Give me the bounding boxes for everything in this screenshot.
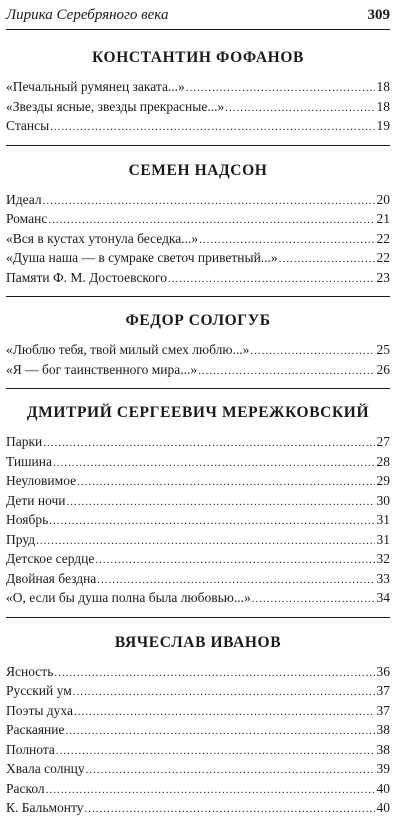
entry-title: Ноябрь bbox=[6, 512, 49, 527]
section-divider bbox=[6, 617, 390, 618]
toc-entry bbox=[6, 720, 390, 740]
toc-section-fofanov bbox=[6, 48, 390, 136]
entry-title: Двойная бездна bbox=[6, 570, 97, 586]
entry-page-number: 22 bbox=[376, 230, 390, 246]
toc-section-ivanov bbox=[6, 617, 390, 818]
dot-leader bbox=[86, 761, 375, 781]
toc-entry bbox=[6, 549, 390, 569]
entry-title: Полнота bbox=[6, 741, 55, 757]
entry-title: Неуловимое bbox=[6, 473, 77, 488]
section-divider bbox=[6, 145, 390, 146]
dot-leader bbox=[168, 270, 375, 290]
dot-leader bbox=[50, 118, 375, 138]
dot-leader bbox=[250, 342, 375, 362]
entry-title: «О, если бы душа полна была любовью...» bbox=[6, 590, 251, 605]
entry-title: Поэты духа bbox=[6, 702, 73, 718]
author-heading: ДМИТРИЙ СЕРГЕЕВИЧ МЕРЕЖКОВСКИЙ bbox=[26, 404, 370, 421]
dot-leader bbox=[85, 800, 376, 820]
entry-title: Дети ночи bbox=[6, 492, 66, 508]
entry-page-number: 39 bbox=[376, 761, 390, 776]
entry-page-number: 34 bbox=[376, 590, 390, 605]
dot-leader bbox=[95, 551, 375, 571]
dot-leader bbox=[198, 362, 375, 382]
toc-entry bbox=[6, 340, 390, 360]
toc-entry bbox=[6, 569, 390, 589]
dot-leader bbox=[49, 512, 375, 532]
toc-entry-list bbox=[6, 340, 390, 379]
toc-entry bbox=[6, 701, 390, 721]
entry-title: Идеал bbox=[6, 191, 42, 207]
toc-entry bbox=[6, 798, 390, 818]
entry-page-number: 40 bbox=[376, 800, 390, 815]
entry-page-number: 21 bbox=[376, 211, 390, 226]
entry-page-number: 38 bbox=[376, 741, 390, 757]
dot-leader bbox=[53, 454, 375, 474]
dot-leader bbox=[43, 434, 375, 454]
toc-entry bbox=[6, 471, 390, 491]
entry-page-number: 20 bbox=[376, 191, 390, 207]
entry-title: Тишина bbox=[6, 453, 52, 469]
entry-page-number: 26 bbox=[376, 361, 390, 377]
toc-entry-list bbox=[6, 432, 390, 608]
toc-entry-list bbox=[6, 190, 390, 288]
entry-title: Памяти Ф. М. Достоевского bbox=[6, 269, 167, 285]
author-heading: ФЕДОР СОЛОГУБ bbox=[125, 312, 271, 329]
entry-page-number: 38 bbox=[376, 722, 390, 737]
author-heading: СЕМЕН НАДСОН bbox=[128, 161, 268, 179]
entry-page-number: 31 bbox=[376, 531, 390, 547]
entry-title: «Душа наша — в сумраке светоч приветный...» bbox=[6, 250, 278, 265]
entry-page-number: 22 bbox=[376, 250, 390, 265]
entry-title: К. Бальмонту bbox=[6, 800, 84, 815]
toc-entry bbox=[6, 248, 390, 268]
entry-title: Парки bbox=[6, 434, 43, 449]
dot-leader bbox=[252, 590, 375, 610]
toc-entry bbox=[6, 190, 390, 210]
author-heading: КОНСТАНТИН ФОФАНОВ bbox=[92, 49, 304, 66]
entry-page-number: 33 bbox=[376, 570, 390, 586]
toc-entry bbox=[6, 662, 390, 682]
toc-entry bbox=[6, 740, 390, 760]
toc-entry bbox=[6, 360, 390, 380]
toc-entry-list bbox=[6, 662, 390, 818]
entry-page-number: 30 bbox=[376, 492, 390, 508]
running-title: Лирика Серебряного века bbox=[6, 7, 169, 23]
toc-entry bbox=[6, 779, 390, 799]
toc-section-sologub bbox=[6, 296, 390, 379]
entry-page-number: 25 bbox=[376, 342, 390, 357]
toc-section-nadson bbox=[6, 145, 390, 288]
entry-title: Романс bbox=[6, 211, 48, 226]
dot-leader bbox=[46, 781, 375, 801]
entry-page-number: 18 bbox=[376, 79, 390, 94]
entry-page-number: 18 bbox=[376, 98, 390, 114]
toc-entry bbox=[6, 116, 390, 136]
section-divider bbox=[6, 296, 390, 297]
section-divider bbox=[6, 388, 390, 389]
toc-entry bbox=[6, 97, 390, 117]
dot-leader bbox=[74, 703, 375, 723]
entry-title: Хвала солнцу bbox=[6, 761, 85, 776]
entry-page-number: 31 bbox=[376, 512, 390, 527]
toc-entry-list bbox=[6, 77, 390, 136]
entry-title: Детское сердце bbox=[6, 551, 95, 566]
entry-title: Раскаяние bbox=[6, 722, 65, 737]
dot-leader bbox=[43, 192, 375, 212]
entry-title: Стансы bbox=[6, 118, 50, 133]
toc-entry bbox=[6, 77, 390, 97]
author-heading: ВЯЧЕСЛАВ ИВАНОВ bbox=[114, 633, 282, 651]
toc-entry bbox=[6, 209, 390, 229]
entry-title: «Я — бог таинственного мира...» bbox=[6, 361, 198, 377]
entry-page-number: 37 bbox=[376, 702, 390, 718]
dot-leader bbox=[66, 722, 376, 742]
entry-page-number: 32 bbox=[376, 551, 390, 566]
toc-entry bbox=[6, 530, 390, 550]
entry-page-number: 40 bbox=[376, 780, 390, 796]
entry-title: Ясность bbox=[6, 663, 54, 679]
dot-leader bbox=[67, 493, 375, 513]
entry-page-number: 27 bbox=[376, 434, 390, 449]
entry-title: «Вся в кустах утонула беседка...» bbox=[6, 230, 199, 246]
toc-entry bbox=[6, 588, 390, 608]
toc-entry bbox=[6, 229, 390, 249]
entry-title: Раскол bbox=[6, 780, 45, 796]
dot-leader bbox=[56, 742, 375, 762]
toc-entry bbox=[6, 452, 390, 472]
toc-entry bbox=[6, 510, 390, 530]
entry-title: «Печальный румянец заката...» bbox=[6, 79, 185, 94]
toc-entry bbox=[6, 268, 390, 288]
dot-leader bbox=[77, 473, 375, 493]
toc-entry bbox=[6, 759, 390, 779]
entry-title: Русский ум bbox=[6, 683, 72, 698]
entry-title: Пруд bbox=[6, 531, 36, 547]
entry-page-number: 36 bbox=[376, 663, 390, 679]
dot-leader bbox=[54, 664, 375, 684]
dot-leader bbox=[279, 250, 375, 270]
dot-leader bbox=[225, 99, 375, 119]
entry-page-number: 23 bbox=[376, 269, 390, 285]
toc-section-merezhkovsky bbox=[6, 388, 390, 608]
entry-page-number: 28 bbox=[376, 453, 390, 469]
running-header bbox=[6, 0, 390, 30]
entry-title: «Люблю тебя, твой милый смех люблю...» bbox=[6, 342, 250, 357]
toc-entry bbox=[6, 432, 390, 452]
entry-title: «Звезды ясные, звезды прекрасные...» bbox=[6, 98, 225, 114]
entry-page-number: 19 bbox=[376, 118, 390, 133]
entry-page-number: 37 bbox=[376, 683, 390, 698]
toc-entry bbox=[6, 681, 390, 701]
entry-page-number: 29 bbox=[376, 473, 390, 488]
toc-entry bbox=[6, 491, 390, 511]
page-number: 309 bbox=[367, 7, 390, 23]
